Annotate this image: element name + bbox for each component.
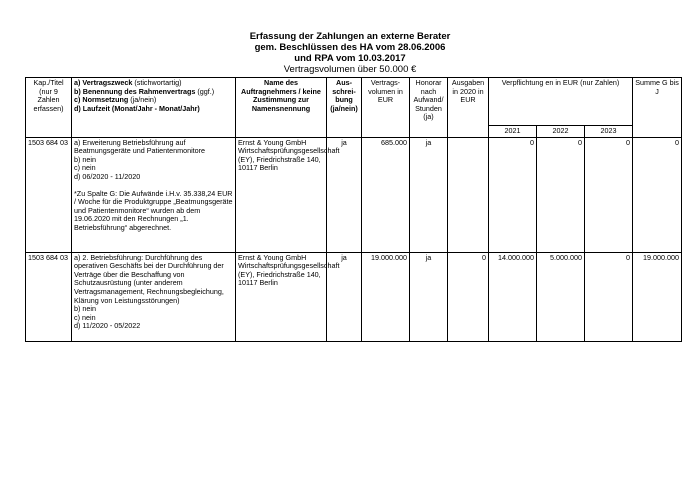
header-summe: Summe G bis J — [633, 78, 682, 138]
title-line-2: gem. Beschlüssen des HA vom 28.06.2006 — [254, 42, 446, 53]
cell-honorar: ja — [410, 252, 448, 341]
header-kap-titel: Kap./Titel (nur 9 Zahlen erfassen) — [26, 78, 72, 138]
header-vertragszweck: a) Vertragszweck (stichwortartig) b) Benennung des Rahmenvertrags (ggf.) c) Normsetzung (ja/nein) d) Laufzeit (Monat/Jahr - Monat/Jahr) — [72, 78, 236, 138]
header-verpflichtungen: Verpflichtung en in EUR (nur Zahlen) — [489, 78, 633, 126]
cell-ausgaben-2020: 0 — [448, 252, 489, 341]
cell-ausschreibung: ja — [327, 137, 362, 252]
cell-auftragnehmer: Ernst & Young GmbH Wirtschaftsprüfungsgesellschaft (EY), Friedrichstraße 140, 10117 Berlin — [236, 137, 327, 252]
cell-honorar: ja — [410, 137, 448, 252]
header-auftragnehmer: Name des Auftragnehmers / keine Zustimmung zur Namensnennung — [236, 78, 327, 138]
cell-year-2021: 0 — [489, 137, 537, 252]
cell-ausgaben-2020 — [448, 137, 489, 252]
header-year-2021: 2021 — [489, 126, 537, 138]
cell-note: *Zu Spalte G: Die Aufwände i.H.v. 35.338,24 EUR / Woche für die Produktgruppe „Beatmungsgeräte und Patientenmonitore“ wurden ab dem 19.06.2020 mit den Rechnungen „1. Betriebsführung“ abgerechnet. — [74, 188, 233, 232]
cell-vertragszweck: a) 2. Betriebsführung: Durchführung des operativen Geschäfts bei der Durchführung der Verträge über die Beschaffung von Schutzausrüstung (unter anderem Vertragsmanagement, Rechnungsbegleichung, Klärung von Leistungsstörungen) b) nein c) nein d) 11/2020 - 05/2022 — [72, 252, 236, 341]
header-ausgaben-2020: Ausgaben in 2020 in EUR — [448, 78, 489, 138]
title-line-1: Erfassung der Zahlungen an externe Berater — [249, 31, 451, 42]
header-ausschreibung: Aus-schrei-bung (ja/nein) — [327, 78, 362, 138]
header-honorar: Honorar nach Aufwand/ Stunden (ja) — [410, 78, 448, 138]
header-row — [26, 78, 682, 126]
table-row — [26, 137, 682, 252]
cell-year-2022: 5.000.000 — [537, 252, 585, 341]
cell-kap: 1503 684 03 — [26, 137, 72, 252]
payments-table — [25, 77, 682, 342]
cell-kap: 1503 684 03 — [26, 252, 72, 341]
cell-year-2021: 14.000.000 — [489, 252, 537, 341]
header-year-2023: 2023 — [585, 126, 633, 138]
cell-vertragsvolumen: 685.000 — [362, 137, 410, 252]
table-row — [26, 252, 682, 341]
cell-ausschreibung: ja — [327, 252, 362, 341]
title-line-4: Vertragsvolumen über 50.000 € — [283, 64, 417, 75]
cell-summe: 19.000.000 — [633, 252, 682, 341]
header-year-2022: 2022 — [537, 126, 585, 138]
cell-year-2023: 0 — [585, 252, 633, 341]
cell-auftragnehmer: Ernst & Young GmbH Wirtschaftsprüfungsgesellschaft (EY), Friedrichstraße 140, 10117 Berlin — [236, 252, 327, 341]
title-line-3: und RPA vom 10.03.2017 — [294, 53, 406, 64]
cell-year-2023: 0 — [585, 137, 633, 252]
cell-vertragszweck: a) Erweiterung Betriebsführung auf Beatmungsgeräte und Patientenmonitore b) nein c) nein d) 06/2020 - 11/2020 *Zu Spalte G: Die Aufwände i.H.v. 35.338,24 EUR / Woche für die Produktgruppe „Beatmungsgeräte und Patientenmonitore“ wurden ab dem 19.06.2020 mit den Rechnungen „1. Betriebsführung“ abgerechnet. — [72, 137, 236, 252]
header-vertragsvolumen: Vertrags-volumen in EUR — [362, 78, 410, 138]
cell-year-2022: 0 — [537, 137, 585, 252]
cell-vertragsvolumen: 19.000.000 — [362, 252, 410, 341]
cell-summe: 0 — [633, 137, 682, 252]
